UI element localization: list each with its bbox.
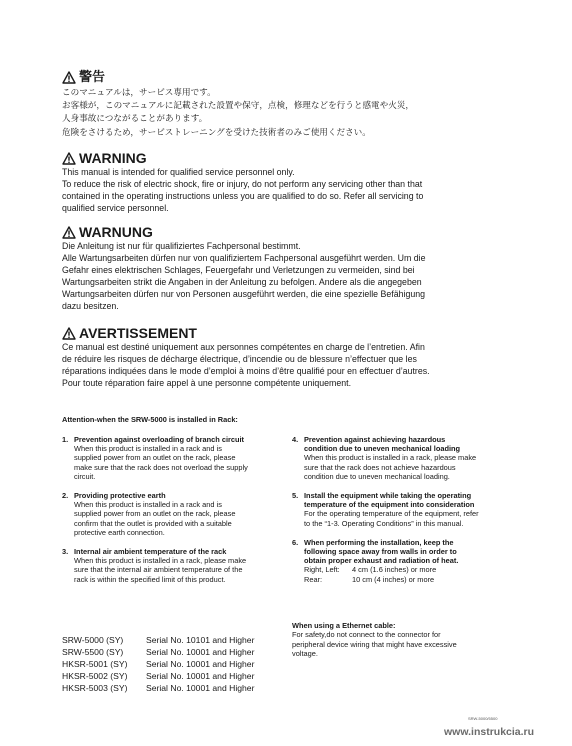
rack-item-heading-text: Prevention against achieving hazardous [304,435,446,444]
rack-item-heading-text: Internal air ambient temperature of the rack [74,547,227,557]
rack-item-heading [292,538,522,547]
warning-line: Die Anleitung ist nur für qualifiziertes Fachpersonal bestimmt. [62,241,301,251]
rack-item-heading-cont [292,500,522,509]
rack-item-line: For the operating temperature of the equipment, refer [304,509,479,519]
rack-item-heading-text: Install the equipment while taking the operating [304,491,472,501]
rack-item-heading-cont [292,556,522,565]
warning-line: Wartungsarbeiten strikt die Angaben in der Anleitung zu befolgen. Andere als die angegeben [62,276,422,287]
model-name: HKSR-5003 (SY) [62,683,128,693]
model-name: HKSR-5001 (SY) [62,659,128,669]
warning-line: réparations indiquées dans le mode d’emploi à moins d’être qualifié pour en effectuer d’autres. [62,365,430,376]
warning-body [62,342,518,390]
serial-range: Serial No. 10001 and Higher [146,647,255,657]
rack-item-line: make sure that the rack does not overload the supply [74,462,248,472]
rack-item [62,491,292,537]
rack-item-number: 4. [292,435,299,444]
warning-title-text: 警告 [79,69,106,84]
warning-title-text: WARNUNG [79,224,153,240]
rack-items-left [62,435,292,594]
rack-item-line: When this product is installed in a rack, please make [304,453,477,463]
model-row [62,670,254,682]
warning-triangle-icon [62,152,76,165]
rack-item-heading-cont [292,547,522,556]
model-name: SRW-5000 (SY) [62,635,124,645]
rack-item-number: 5. [292,491,299,501]
warning-line: To reduce the risk of electric shock, fire or injury, do not perform any servicing other than that [62,178,423,189]
footer-model-code: SRW-5000/5500 [468,716,498,721]
rack-item-body [292,509,522,527]
warning-body [62,86,518,139]
rack-items-right [292,435,522,594]
rack-item-line: supplied power from an outlet on the rack, please [74,509,236,519]
warning-title-en [62,150,518,166]
model-name: HKSR-5002 (SY) [62,671,128,681]
rack-item-heading-text: Providing protective earth [74,491,166,501]
warning-title-text: WARNING [79,150,147,166]
serial-range: Serial No. 10101 and Higher [146,635,255,645]
rack-item-heading-text: When performing the installation, keep the [304,537,454,547]
warning-line: This manual is intended for qualified service personnel only. [62,167,295,177]
model-serial-list [62,634,254,694]
model-row [62,634,254,646]
warning-title-fr [62,325,518,341]
rack-item-heading [292,491,522,500]
serial-range: Serial No. 10001 and Higher [146,671,255,681]
rack-item [292,491,522,528]
rack-item-number: 6. [292,537,299,547]
rack-item-body [62,444,292,481]
rack-item-line: condition due to uneven mechanical loading. [304,471,450,481]
rack-item-body [62,556,292,584]
spacing-label: Rear: [304,574,323,584]
warning-line: dazu besitzen. [62,300,119,311]
rack-item-line: When this product is installed in a rack and is [74,500,222,510]
warning-line: このマニュアルは，サービス専用です。 [62,87,216,97]
rack-item-line: protective earth connection. [74,527,165,537]
rack-item-line: to the “1-3. Operating Conditions” in this manual. [304,518,464,528]
rack-item-heading-text: following space away from walls in order to [304,547,457,557]
warning-line: Gefahr eines elektrischen Schlages, Feuergefahr und Verletzungen zu vermeiden, sind bei [62,264,415,275]
rack-item-number: 2. [62,491,69,501]
warning-line: de réduire les risques de décharge électrique, d’incendie ou de blessure n’effectuer que les [62,353,417,364]
warning-jp [62,69,518,139]
rack-item-line: confirm that the outlet is provided with a suitable [74,518,232,528]
rack-item-heading-text: Prevention against overloading of branch circuit [74,435,245,444]
spacing-row [292,575,522,584]
rack-item-line: sure that the internal air ambient temperature of the [74,565,243,575]
rack-item-heading-text: temperature of the equipment into consideration [304,500,475,510]
warning-line: 人身事故につながることがあります。 [62,113,208,124]
rack-item-heading [62,491,292,500]
warning-title-text: AVERTISSEMENT [79,325,197,341]
rack-item-line: supplied power from an outlet on the rack, please [74,453,236,463]
ethernet-note-line: peripheral device wiring that might have excessive [292,639,457,649]
rack-item-line: circuit. [74,471,96,481]
rack-item-number: 3. [62,547,69,557]
serial-range: Serial No. 10001 and Higher [146,659,255,669]
rack-item-line: When this product is installed in a rack and is [74,444,222,454]
spacing-label: Right, Left: [304,565,340,575]
warning-triangle-icon [62,327,76,340]
warning-line: Wartungsarbeiten dürfen nur von Personen ausgeführt werden, die eine spezielle Befähigung [62,288,426,299]
ethernet-note [292,621,512,658]
warning-line: お客様が，このマニュアルに記載された設置や保守，点検，修理などを行うと感電や火災， [62,100,415,111]
rack-item-heading-cont [292,444,522,453]
warning-line: 危険をさけるため，サービストレーニングを受けた技術者のみご使用ください。 [62,126,371,137]
warning-body [62,241,518,312]
rack-item-heading-text: obtain proper exhaust and radiation of heat. [304,556,459,566]
rack-item-line: When this product is installed in a rack, please make [74,556,247,566]
rack-item-body [62,500,292,537]
warning-line: Pour toute réparation faire appel à une personne compétente uniquement. [62,377,352,388]
spacing-value: 4 cm (1.6 inches) or more [352,565,437,575]
warning-line: Alle Wartungsarbeiten dürfen nur von qualifiziertem Fachpersonal ausgeführt werden. Um die [62,252,426,263]
model-row [62,682,254,694]
rack-item [62,435,292,481]
rack-item-line: rack is within the specified limit of this product. [74,574,226,584]
warning-body [62,167,518,215]
ethernet-note-line: voltage. [292,648,318,658]
rack-item-heading-text: condition due to uneven mechanical loading [304,444,461,454]
warning-line: qualified service personnel. [62,202,169,213]
warning-line: Ce manual est destiné uniquement aux personnes compétentes en charge de l’entretien. Afin [62,342,425,352]
watermark: www.instrukcia.ru [444,726,535,738]
rack-item-body [292,453,522,481]
ethernet-note-title: When using a Ethernet cable: [292,621,396,630]
rack-item-heading [62,435,292,444]
spacing-row [292,565,522,574]
serial-range: Serial No. 10001 and Higher [146,683,255,693]
spacing-value: 10 cm (4 inches) or more [352,574,435,584]
warning-fr [62,325,518,390]
ethernet-note-line: For safety,do not connect to the connector for [292,630,441,640]
rack-item-number: 1. [62,435,69,444]
model-row [62,646,254,658]
rack-item-heading [62,547,292,556]
warning-de [62,224,518,312]
rack-item [292,538,522,584]
model-row [62,658,254,670]
warning-en [62,150,518,215]
warning-line: contained in the operating instructions unless you are qualified to do so. Refer all servicing to [62,190,424,201]
warning-title-de [62,224,518,240]
warning-title-jp [62,69,518,85]
model-name: SRW-5500 (SY) [62,647,124,657]
warning-triangle-icon [62,71,76,84]
rack-item [62,547,292,584]
rack-item-line: sure that the rack does not achieve hazardous [304,462,456,472]
rack-item [292,435,522,481]
rack-item-heading [292,435,522,444]
rack-attention-title: Attention-when the SRW-5000 is installed in Rack: [62,415,238,424]
warning-triangle-icon [62,226,76,239]
